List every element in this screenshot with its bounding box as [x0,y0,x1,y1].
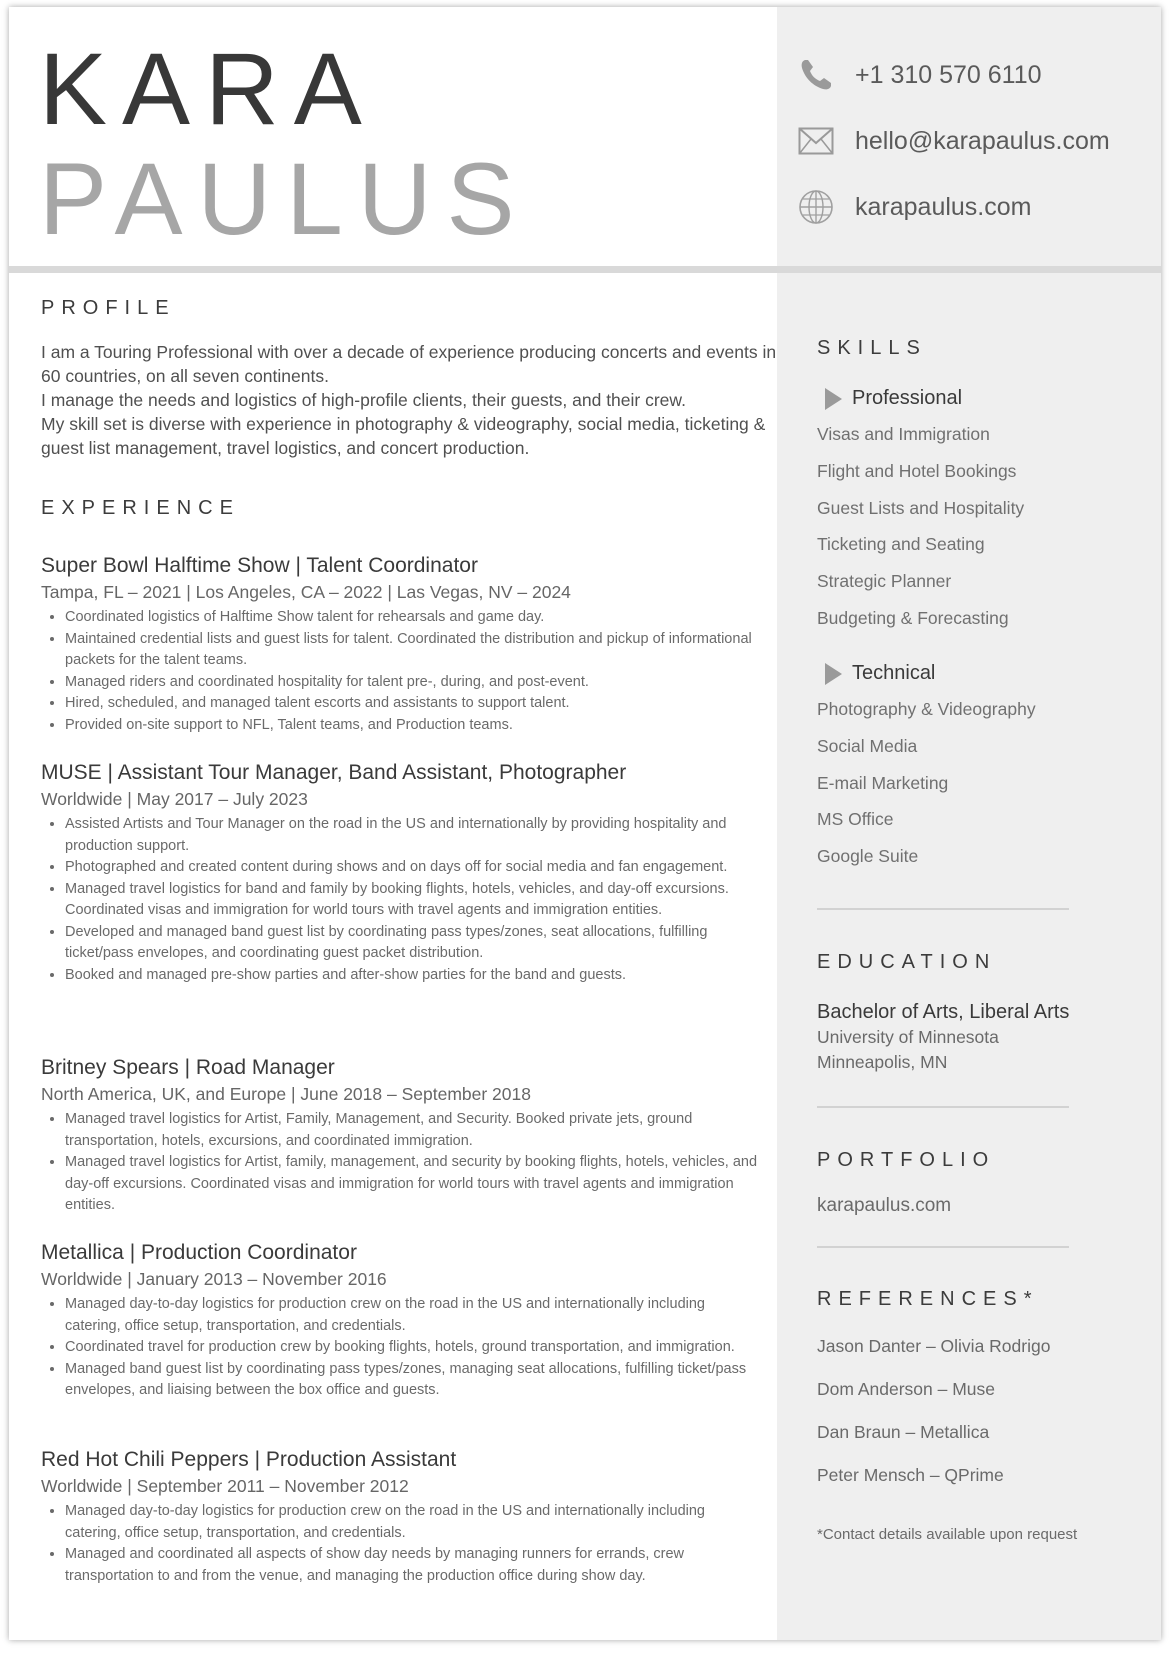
education-title: EDUCATION [817,951,997,973]
job-bullet: • Managed travel logistics for Artist, family, management, and security by booking flights, hotels, vehicles, and day-off excursions. Coordinated visas and immigration for world tours with travel agents and immigration entities. [65,1152,761,1217]
first-name: KARA [39,32,377,146]
education-entry [817,999,1157,1075]
job-bullets [41,607,761,736]
job-bullet: • Managed band guest list by coordinating pass types/zones, managing seat allocations, fulfilling ticket/pass envelopes, and liaising between the box office and guests. [65,1359,761,1402]
job-entry [41,759,761,986]
job-title: Metallica | Production Coordinator [41,1241,357,1264]
portfolio-entry [817,1193,1157,1218]
contact-website [797,185,1031,229]
triangle-bullet-icon [825,388,842,410]
skill-group-label: Professional [852,387,963,409]
section-divider [817,1246,1069,1248]
phone-icon [797,56,835,94]
experience-title: EXPERIENCE [41,497,240,519]
skill-list [817,416,1157,637]
website-url[interactable]: karapaulus.com [855,192,1032,221]
email-address[interactable]: hello@karapaulus.com [855,126,1110,155]
skill-item: Ticketing and Seating [817,534,985,555]
reference-item: Peter Mensch – QPrime [817,1465,1004,1485]
job-meta: Worldwide | January 2013 – November 2016 [41,1269,387,1289]
phone-number[interactable]: +1 310 570 6110 [855,60,1042,89]
job-bullets [41,1294,761,1402]
job-entry [41,1239,761,1402]
skill-item: Guest Lists and Hospitality [817,497,1025,518]
section-divider [817,908,1069,910]
job-meta: Worldwide | May 2017 – July 2023 [41,789,308,809]
profile-paragraph: I am a Touring Professional with over a decade of experience producing concerts and events in 60 countries, on all seven continents. [41,342,777,386]
header-divider [9,266,1161,273]
job-entry [41,1446,761,1587]
skill-item: Photography & Videography [817,699,1036,719]
reference-list [817,1325,1157,1497]
job-entry [41,1054,761,1217]
job-bullet: • Managed day-to-day logistics for production crew on the road in the US and internationally including catering, office setup, transportation, and credentials. [65,1294,761,1337]
profile-paragraph: My skill set is diverse with experience in photography & videography, social media, ticketing & guest list management, travel logistics, and concert production. [41,414,766,458]
skills-technical [817,662,1157,875]
skill-group-heading [817,662,1157,685]
reference-item: Jason Danter – Olivia Rodrigo [817,1336,1051,1356]
job-bullet: • Managed travel logistics for Artist, Family, Management, and Security. Booked private jets, ground transportation, hotels, excursions, and coordinated immigration. [65,1109,761,1152]
skill-list [817,691,1157,875]
skill-item: Social Media [817,735,918,756]
portfolio-link[interactable]: karapaulus.com [817,1195,952,1216]
job-bullets [41,1109,761,1217]
job-bullet: • Hired, scheduled, and managed talent escorts and assistants to support talent. [65,693,761,715]
references-note: *Contact details available upon request [817,1526,1078,1543]
job-bullet: • Booked and managed pre-show parties and after-show parties for the band and guests. [65,965,761,987]
job-entry [41,552,761,736]
job-bullets [41,1501,761,1587]
profile-title: PROFILE [41,297,176,319]
globe-icon [797,188,835,226]
job-bullet: • Maintained credential lists and guest lists for talent. Coordinated the distribution and pickup of informational packets for the talent teams. [65,629,761,672]
profile-paragraph: I manage the needs and logistics of high-profile clients, their guests, and their crew. [41,390,686,410]
job-title: Red Hot Chili Peppers | Production Assistant [41,1448,457,1471]
skills-professional [817,387,1157,637]
triangle-bullet-icon [825,663,842,685]
skill-group-label: Technical [852,662,936,684]
job-title: Super Bowl Halftime Show | Talent Coordinator [41,554,478,577]
education-location: Minneapolis, MN [817,1052,948,1072]
section-divider [817,1106,1069,1108]
references-title: REFERENCES* [817,1288,1039,1310]
references-footnote [817,1526,1157,1544]
skill-item: Google Suite [817,846,919,867]
skill-item: E-mail Marketing [817,772,949,793]
job-bullet: • Managed riders and coordinated hospitality for talent pre-, during, and post-event. [65,672,761,694]
job-bullet: • Photographed and created content during shows and on days off for social media and fan engagement. [65,857,761,879]
reference-item: Dan Braun – Metallica [817,1422,990,1442]
reference-item: Dom Anderson – Muse [817,1379,996,1399]
skills-title: SKILLS [817,337,927,359]
last-name: PAULUS [39,142,530,256]
education-school: University of Minnesota [817,1027,999,1047]
skill-item: Flight and Hotel Bookings [817,460,1017,481]
job-bullet: • Provided on-site support to NFL, Talent teams, and Production teams. [65,715,761,737]
references-entry [817,1325,1157,1497]
job-bullet: • Managed travel logistics for band and family by booking flights, hotels, vehicles, and day-off excursions. Coordinated visas and immigration for world tours with travel agents and immigration entities. [65,879,761,922]
job-title: MUSE | Assistant Tour Manager, Band Assistant, Photographer [41,761,627,784]
skill-item: Budgeting & Forecasting [817,607,1009,628]
job-bullet: • Assisted Artists and Tour Manager on the road in the US and internationally by providing hospitality and production support. [65,814,761,857]
skill-item: MS Office [817,809,894,830]
job-bullet: • Managed and coordinated all aspects of show day needs by managing runners for errands, crew transportation to and from the venue, and managing the production office during show day. [65,1544,761,1587]
job-bullet: • Managed day-to-day logistics for production crew on the road in the US and internationally including catering, office setup, transportation, and credentials. [65,1501,761,1544]
portfolio-title: PORTFOLIO [817,1149,996,1171]
job-bullet: • Developed and managed band guest list by coordinating pass types/zones, seat allocations, fulfilling ticket/pass envelopes, and coordinating guest packet distribution. [65,922,761,965]
skill-item: Strategic Planner [817,571,952,592]
contact-phone [797,53,1042,97]
job-title: Britney Spears | Road Manager [41,1056,335,1079]
contact-email [797,119,1110,163]
education-degree: Bachelor of Arts, Liberal Arts [817,1001,1070,1023]
skill-group-heading [817,387,1157,410]
job-meta: Tampa, FL – 2021 | Los Angeles, CA – 2022 | Las Vegas, NV – 2024 [41,582,571,602]
job-meta: Worldwide | September 2011 – November 2012 [41,1476,409,1496]
envelope-icon [797,122,835,160]
skill-item: Visas and Immigration [817,424,990,444]
job-bullet: • Coordinated travel for production crew by booking flights, hotels, ground transportation, and immigration. [65,1337,761,1359]
resume-page [9,7,1161,1640]
job-meta: North America, UK, and Europe | June 2018 – September 2018 [41,1084,531,1104]
profile-text [41,340,781,460]
job-bullet: • Coordinated logistics of Halftime Show talent for rehearsals and game day. [65,607,761,629]
job-bullets [41,814,761,986]
